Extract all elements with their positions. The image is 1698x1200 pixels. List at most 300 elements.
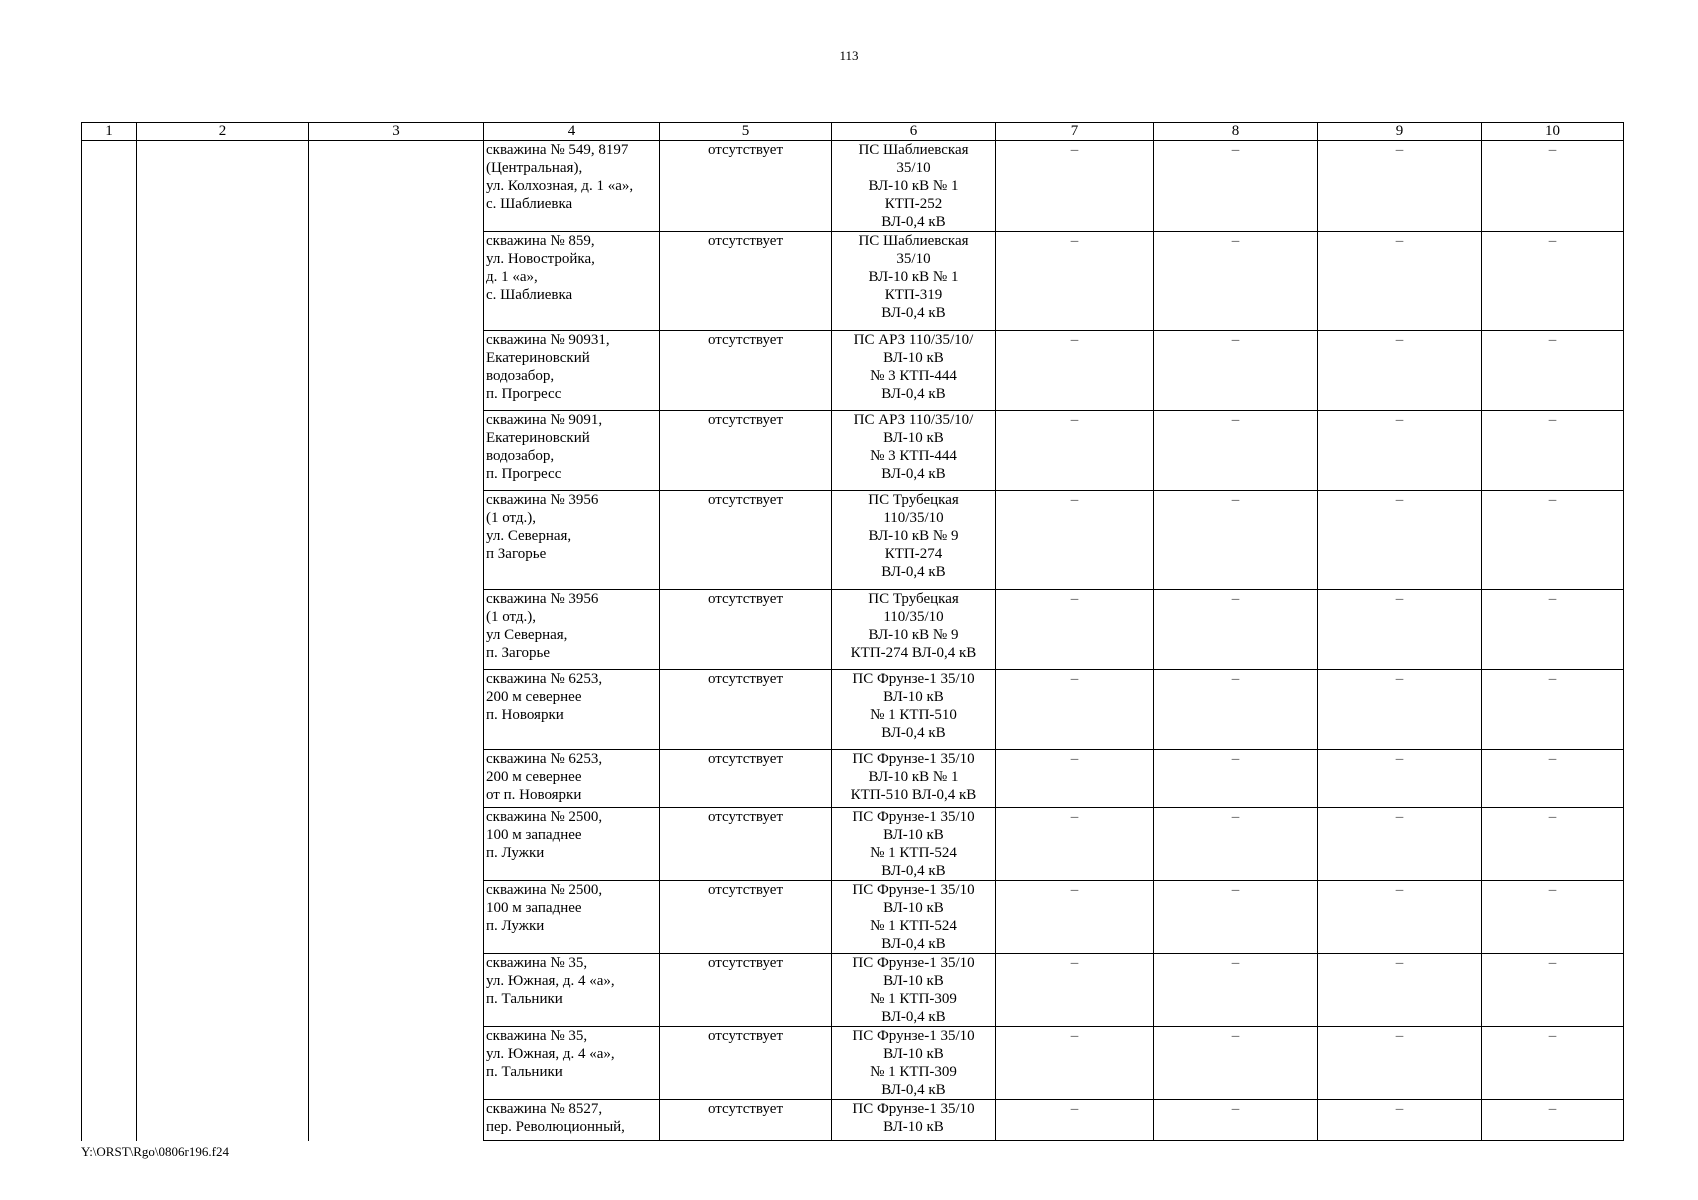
location-line: д. 1 «а»,	[486, 269, 538, 285]
empty-cell	[137, 1100, 309, 1141]
dash-cell	[1154, 331, 1318, 411]
column-header: 1	[82, 123, 137, 141]
dash-cell	[996, 954, 1154, 1027]
location-cell	[484, 954, 660, 1027]
location-cell	[484, 1027, 660, 1100]
power-supply-cell	[832, 808, 996, 881]
table-row	[82, 491, 1624, 590]
location-line: (1 отд.),	[486, 510, 537, 526]
column-header: 7	[996, 123, 1154, 141]
dash-value: –	[1231, 882, 1240, 898]
dash-cell	[1482, 411, 1624, 491]
column-header: 6	[832, 123, 996, 141]
dash-value: –	[1548, 809, 1557, 825]
location-line: п. Тальники	[486, 1064, 563, 1080]
dash-value: –	[1548, 142, 1557, 158]
location-line: 200 м севернее	[486, 689, 582, 705]
empty-cell	[309, 331, 484, 411]
supply-line: № 1 КТП-309	[870, 1064, 957, 1080]
dash-cell	[1154, 232, 1318, 331]
location-line: скважина № 8527,	[486, 1101, 603, 1117]
power-supply-cell	[832, 141, 996, 232]
empty-cell	[309, 141, 484, 232]
location-line: п Загорье	[486, 546, 547, 562]
supply-line: № 1 КТП-524	[870, 918, 957, 934]
location-line: скважина № 35,	[486, 955, 588, 971]
empty-cell	[309, 491, 484, 590]
supply-line: ПС АРЗ 110/35/10/	[853, 332, 974, 348]
dash-cell	[1154, 1100, 1318, 1141]
location-line: скважина № 2500,	[486, 809, 603, 825]
supply-line: ПС Фрунзе-1 35/10	[852, 751, 975, 767]
empty-cell	[137, 411, 309, 491]
supply-line: ВЛ-0,4 кВ	[881, 466, 946, 482]
supply-line: 110/35/10	[883, 609, 944, 625]
supply-line: № 1 КТП-510	[870, 707, 957, 723]
supply-line: ВЛ-0,4 кВ	[881, 386, 946, 402]
dash-value: –	[1070, 412, 1079, 428]
empty-cell	[82, 331, 137, 411]
location-line: Екатериновский	[486, 350, 590, 366]
table-row	[82, 1027, 1624, 1100]
supply-line: ВЛ-10 кВ № 1	[868, 769, 959, 785]
dash-cell	[1482, 808, 1624, 881]
power-supply-cell	[832, 411, 996, 491]
power-supply-cell	[832, 232, 996, 331]
status-cell: отсутствует	[660, 670, 832, 750]
dash-cell	[1482, 1027, 1624, 1100]
dash-cell	[996, 331, 1154, 411]
location-line: п. Прогресс	[486, 386, 562, 402]
dash-value: –	[1231, 591, 1240, 607]
dash-cell	[1318, 491, 1482, 590]
status-cell: отсутствует	[660, 491, 832, 590]
dash-cell	[1482, 670, 1624, 750]
location-line: скважина № 35,	[486, 1028, 588, 1044]
location-cell	[484, 670, 660, 750]
dash-value: –	[1395, 142, 1404, 158]
dash-value: –	[1548, 412, 1557, 428]
location-line: скважина № 90931,	[486, 332, 610, 348]
supply-line: ВЛ-10 кВ	[883, 827, 944, 843]
empty-cell	[82, 670, 137, 750]
supply-line: ПС Фрунзе-1 35/10	[852, 882, 975, 898]
supply-line: ПС АРЗ 110/35/10/	[853, 412, 974, 428]
location-line: скважина № 2500,	[486, 882, 603, 898]
empty-cell	[137, 331, 309, 411]
dash-cell	[1154, 808, 1318, 881]
dash-value: –	[1548, 955, 1557, 971]
dash-cell	[1318, 954, 1482, 1027]
table-row	[82, 331, 1624, 411]
location-line: ул. Колхозная, д. 1 «а»,	[486, 178, 634, 194]
location-line: 100 м западнее	[486, 900, 582, 916]
supply-line: ПС Фрунзе-1 35/10	[852, 1101, 975, 1117]
supply-line: КТП-274 ВЛ-0,4 кВ	[850, 645, 977, 661]
empty-cell	[309, 232, 484, 331]
location-line: водозабор,	[486, 448, 555, 464]
dash-cell	[1482, 881, 1624, 954]
dash-cell	[1482, 141, 1624, 232]
empty-cell	[82, 411, 137, 491]
power-supply-cell	[832, 1027, 996, 1100]
supply-line: ВЛ-0,4 кВ	[881, 1009, 946, 1025]
supply-line: ВЛ-10 кВ	[883, 350, 944, 366]
dash-value: –	[1231, 492, 1240, 508]
power-supply-cell	[832, 331, 996, 411]
dash-cell	[1318, 141, 1482, 232]
dash-value: –	[1395, 1101, 1404, 1117]
column-header: 5	[660, 123, 832, 141]
dash-cell	[996, 1027, 1154, 1100]
table-row	[82, 1100, 1624, 1141]
empty-cell	[309, 881, 484, 954]
location-line: п. Лужки	[486, 845, 545, 861]
table-row	[82, 590, 1624, 670]
power-supply-cell	[832, 670, 996, 750]
dash-cell	[1154, 141, 1318, 232]
dash-value: –	[1070, 332, 1079, 348]
supply-line: ВЛ-10 кВ	[883, 900, 944, 916]
dash-cell	[996, 141, 1154, 232]
dash-value: –	[1231, 332, 1240, 348]
dash-value: –	[1395, 955, 1404, 971]
dash-value: –	[1231, 1028, 1240, 1044]
location-line: от п. Новоярки	[486, 787, 582, 803]
dash-cell	[1482, 491, 1624, 590]
dash-value: –	[1231, 412, 1240, 428]
dash-value: –	[1548, 1028, 1557, 1044]
dash-value: –	[1548, 882, 1557, 898]
empty-cell	[137, 881, 309, 954]
dash-cell	[996, 1100, 1154, 1141]
table-row	[82, 411, 1624, 491]
table-row	[82, 808, 1624, 881]
power-supply-cell	[832, 491, 996, 590]
table-row	[82, 881, 1624, 954]
dash-value: –	[1548, 671, 1557, 687]
supply-line: КТП-319	[884, 287, 943, 303]
dash-value: –	[1070, 882, 1079, 898]
dash-cell	[1318, 232, 1482, 331]
location-line: скважина № 6253,	[486, 751, 603, 767]
column-header: 3	[309, 123, 484, 141]
supply-line: ПС Трубецкая	[868, 492, 959, 508]
dash-value: –	[1395, 492, 1404, 508]
dash-value: –	[1070, 671, 1079, 687]
location-line: скважина № 3956	[486, 492, 599, 508]
dash-value: –	[1070, 955, 1079, 971]
dash-value: –	[1070, 1101, 1079, 1117]
supply-line: КТП-252	[884, 196, 943, 212]
supply-line: ПС Фрунзе-1 35/10	[852, 809, 975, 825]
location-cell	[484, 491, 660, 590]
dash-value: –	[1395, 233, 1404, 249]
column-header: 4	[484, 123, 660, 141]
empty-cell	[309, 1100, 484, 1141]
table-body	[82, 141, 1624, 1141]
dash-value: –	[1548, 751, 1557, 767]
supply-line: ВЛ-10 кВ № 1	[868, 269, 959, 285]
empty-cell	[82, 808, 137, 881]
empty-cell	[309, 1027, 484, 1100]
supply-line: ВЛ-0,4 кВ	[881, 936, 946, 952]
power-supply-cell	[832, 590, 996, 670]
empty-cell	[137, 232, 309, 331]
dash-cell	[996, 750, 1154, 808]
dash-cell	[1318, 1100, 1482, 1141]
status-cell: отсутствует	[660, 411, 832, 491]
supply-line: ВЛ-10 кВ	[883, 1046, 944, 1062]
supply-line: ВЛ-10 кВ № 9	[868, 627, 959, 643]
empty-cell	[309, 808, 484, 881]
status-cell: отсутствует	[660, 808, 832, 881]
empty-cell	[137, 1027, 309, 1100]
empty-cell	[137, 670, 309, 750]
dash-cell	[996, 590, 1154, 670]
location-line: п. Тальники	[486, 991, 563, 1007]
location-line: (Центральная),	[486, 160, 583, 176]
supply-line: ВЛ-10 кВ № 1	[868, 178, 959, 194]
supply-line: ПС Шаблиевская	[858, 142, 969, 158]
status-cell: отсутствует	[660, 750, 832, 808]
location-line: скважина № 549, 8197	[486, 142, 629, 158]
empty-cell	[137, 954, 309, 1027]
supply-line: ВЛ-0,4 кВ	[881, 725, 946, 741]
table-row	[82, 750, 1624, 808]
dash-cell	[1154, 491, 1318, 590]
supply-line: ВЛ-0,4 кВ	[881, 1082, 946, 1098]
dash-value: –	[1231, 751, 1240, 767]
table-row	[82, 141, 1624, 232]
dash-value: –	[1231, 955, 1240, 971]
supply-line: 110/35/10	[883, 510, 944, 526]
location-line: ул. Северная,	[486, 528, 572, 544]
location-cell	[484, 750, 660, 808]
dash-cell	[1154, 1027, 1318, 1100]
location-cell	[484, 232, 660, 331]
dash-value: –	[1548, 1101, 1557, 1117]
location-line: скважина № 9091,	[486, 412, 603, 428]
column-header: 2	[137, 123, 309, 141]
table-row	[82, 954, 1624, 1027]
dash-cell	[1482, 232, 1624, 331]
location-line: 100 м западнее	[486, 827, 582, 843]
location-line: п. Загорье	[486, 645, 550, 661]
empty-cell	[309, 670, 484, 750]
dash-value: –	[1395, 882, 1404, 898]
location-line: 200 м севернее	[486, 769, 582, 785]
table-row	[82, 670, 1624, 750]
supply-line: № 3 КТП-444	[870, 448, 957, 464]
dash-cell	[1318, 1027, 1482, 1100]
dash-value: –	[1395, 1028, 1404, 1044]
empty-cell	[82, 954, 137, 1027]
supply-line: 35/10	[896, 160, 931, 176]
dash-value: –	[1395, 332, 1404, 348]
dash-cell	[996, 411, 1154, 491]
dash-cell	[1318, 881, 1482, 954]
page-number: 113	[839, 48, 859, 63]
location-line: ул. Южная, д. 4 «а»,	[486, 973, 615, 989]
dash-cell	[1318, 808, 1482, 881]
supply-line: КТП-510 ВЛ-0,4 кВ	[850, 787, 977, 803]
supply-line: ПС Фрунзе-1 35/10	[852, 1028, 975, 1044]
empty-cell	[309, 411, 484, 491]
empty-cell	[137, 141, 309, 232]
empty-cell	[82, 491, 137, 590]
location-line: ул Северная,	[486, 627, 568, 643]
location-cell	[484, 141, 660, 232]
header-row	[82, 123, 1624, 141]
power-supply-cell	[832, 954, 996, 1027]
supply-line: КТП-274	[884, 546, 943, 562]
supply-line: ВЛ-10 кВ	[883, 973, 944, 989]
dash-value: –	[1070, 492, 1079, 508]
dash-cell	[1154, 750, 1318, 808]
dash-cell	[1482, 590, 1624, 670]
empty-cell	[309, 750, 484, 808]
status-cell: отсутствует	[660, 1027, 832, 1100]
empty-cell	[309, 590, 484, 670]
location-cell	[484, 808, 660, 881]
location-line: п. Прогресс	[486, 466, 562, 482]
status-cell: отсутствует	[660, 232, 832, 331]
status-cell: отсутствует	[660, 881, 832, 954]
footer-file-path: Y:\ORST\Rgo\0806r196.f24	[81, 1144, 229, 1159]
dash-value: –	[1548, 492, 1557, 508]
empty-cell	[82, 1100, 137, 1141]
dash-cell	[1154, 881, 1318, 954]
location-line: скважина № 3956	[486, 591, 599, 607]
location-line: с. Шаблиевка	[486, 196, 573, 212]
dash-cell	[1154, 590, 1318, 670]
status-cell: отсутствует	[660, 590, 832, 670]
empty-cell	[82, 590, 137, 670]
dash-value: –	[1070, 1028, 1079, 1044]
dash-cell	[1154, 670, 1318, 750]
supply-line: ВЛ-0,4 кВ	[881, 564, 946, 580]
dash-value: –	[1395, 412, 1404, 428]
location-line: п. Новоярки	[486, 707, 564, 723]
table-row	[82, 232, 1624, 331]
power-supply-cell	[832, 750, 996, 808]
power-supply-cell	[832, 881, 996, 954]
dash-cell	[1318, 411, 1482, 491]
supply-line: ВЛ-0,4 кВ	[881, 305, 946, 321]
data-table	[81, 122, 1624, 1141]
location-cell	[484, 411, 660, 491]
status-cell: отсутствует	[660, 331, 832, 411]
location-line: скважина № 6253,	[486, 671, 603, 687]
dash-cell	[1154, 411, 1318, 491]
dash-value: –	[1070, 142, 1079, 158]
dash-cell	[1482, 750, 1624, 808]
supply-line: ВЛ-0,4 кВ	[881, 863, 946, 879]
dash-value: –	[1548, 332, 1557, 348]
location-line: с. Шаблиевка	[486, 287, 573, 303]
location-cell	[484, 331, 660, 411]
dash-value: –	[1231, 671, 1240, 687]
empty-cell	[137, 808, 309, 881]
dash-value: –	[1070, 233, 1079, 249]
location-line: ул. Южная, д. 4 «а»,	[486, 1046, 615, 1062]
dash-cell	[1154, 954, 1318, 1027]
supply-line: № 3 КТП-444	[870, 368, 957, 384]
empty-cell	[309, 954, 484, 1027]
location-line: скважина № 859,	[486, 233, 595, 249]
dash-value: –	[1231, 1101, 1240, 1117]
supply-line: ВЛ-10 кВ	[883, 430, 944, 446]
dash-value: –	[1070, 809, 1079, 825]
dash-value: –	[1395, 671, 1404, 687]
location-cell	[484, 590, 660, 670]
supply-line: ПС Трубецкая	[868, 591, 959, 607]
empty-cell	[82, 141, 137, 232]
supply-line: ПС Фрунзе-1 35/10	[852, 671, 975, 687]
dash-cell	[996, 232, 1154, 331]
location-line: (1 отд.),	[486, 609, 537, 625]
supply-line: ВЛ-10 кВ	[883, 1119, 944, 1135]
location-line: Екатериновский	[486, 430, 590, 446]
empty-cell	[137, 491, 309, 590]
dash-value: –	[1395, 591, 1404, 607]
dash-value: –	[1548, 591, 1557, 607]
dash-value: –	[1231, 809, 1240, 825]
status-cell: отсутствует	[660, 954, 832, 1027]
dash-value: –	[1070, 591, 1079, 607]
dash-cell	[996, 670, 1154, 750]
supply-line: ВЛ-0,4 кВ	[881, 214, 946, 230]
dash-cell	[1482, 954, 1624, 1027]
supply-line: № 1 КТП-309	[870, 991, 957, 1007]
dash-cell	[1318, 670, 1482, 750]
empty-cell	[82, 750, 137, 808]
empty-cell	[82, 232, 137, 331]
supply-line: ПС Шаблиевская	[858, 233, 969, 249]
empty-cell	[82, 1027, 137, 1100]
location-line: водозабор,	[486, 368, 555, 384]
location-cell	[484, 1100, 660, 1141]
dash-cell	[1318, 331, 1482, 411]
column-header: 9	[1318, 123, 1482, 141]
empty-cell	[137, 750, 309, 808]
supply-line: ВЛ-10 кВ № 9	[868, 528, 959, 544]
dash-value: –	[1395, 809, 1404, 825]
dash-cell	[996, 881, 1154, 954]
location-line: ул. Новостройка,	[486, 251, 595, 267]
power-supply-cell	[832, 1100, 996, 1141]
dash-cell	[1482, 1100, 1624, 1141]
status-cell: отсутствует	[660, 141, 832, 232]
dash-value: –	[1070, 751, 1079, 767]
status-cell: отсутствует	[660, 1100, 832, 1141]
empty-cell	[137, 590, 309, 670]
location-line: пер. Революционный,	[486, 1119, 625, 1135]
dash-cell	[1482, 331, 1624, 411]
dash-cell	[1318, 750, 1482, 808]
location-line: п. Лужки	[486, 918, 545, 934]
empty-cell	[82, 881, 137, 954]
dash-cell	[1318, 590, 1482, 670]
supply-line: № 1 КТП-524	[870, 845, 957, 861]
dash-cell	[996, 808, 1154, 881]
dash-value: –	[1231, 233, 1240, 249]
supply-line: ПС Фрунзе-1 35/10	[852, 955, 975, 971]
supply-line: ВЛ-10 кВ	[883, 689, 944, 705]
location-cell	[484, 881, 660, 954]
column-header: 8	[1154, 123, 1318, 141]
